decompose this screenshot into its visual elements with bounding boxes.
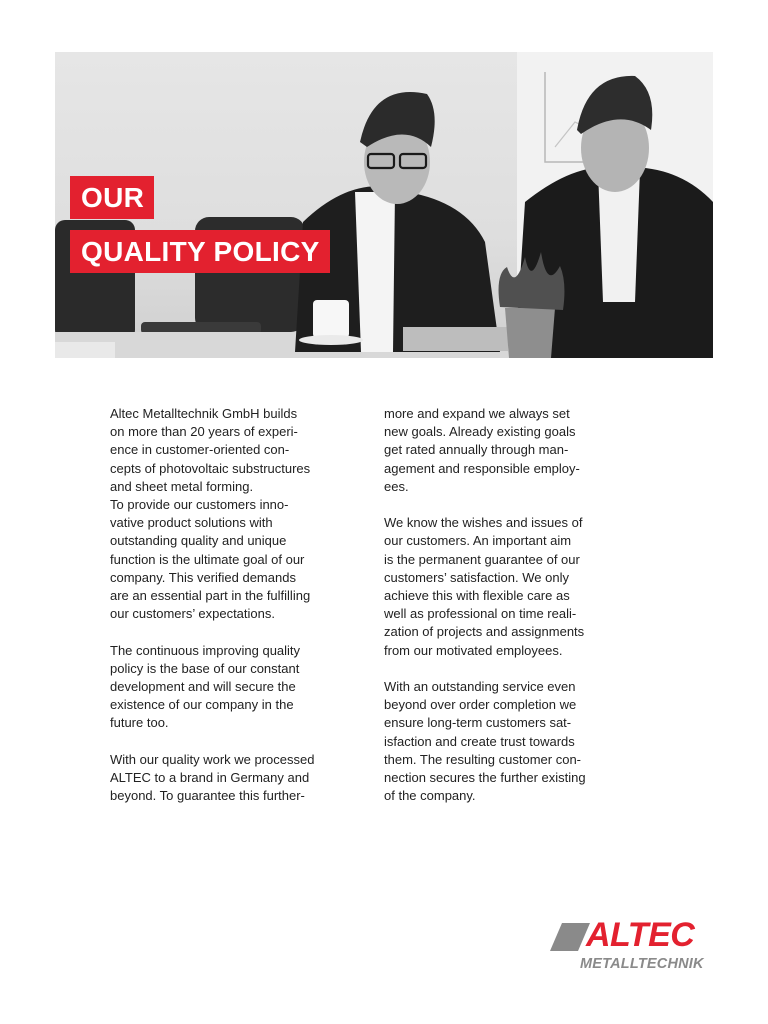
title-line-our: OUR [70,176,154,219]
paragraph: Altec Metalltechnik GmbH builds on more than 20 years of experi- ence in customer-oriented con- cepts of photovoltaic substructures and sheet metal forming. To provide our customers inno- vative product solutions with outstanding quality and unique function is the ultimate goal of our company. This verified demands are an essential part in the fulfilling our customers’ expectations. [110,406,311,622]
logo-subtitle: METALLTECHNIK [580,956,704,972]
logo-wordmark: ALTEC [586,916,695,954]
paragraph: The continuous improving quality policy is the base of our constant development and will secure the existence of our company in the future too. [110,642,301,731]
title-line-quality-policy: QUALITY POLICY [70,230,330,273]
altec-logo [548,916,714,976]
text-column-right [384,405,616,824]
paragraph: more and expand we always set new goals. Already existing goals get rated annually through man- agement and responsible employ- ees. [384,406,580,494]
text-column-left [110,405,342,824]
paragraph: With our quality work we processed ALTEC to a brand in Germany and beyond. To guarantee this further- [110,751,315,804]
paragraph: We know the wishes and issues of our customers. An important aim is the permanent guarantee of our customers’ satisfaction. We only achieve this with flexible care as well as professional on time reali- zation of projects and assignments from our motivated employees. [384,515,585,658]
paragraph: With an outstanding service even beyond over order completion we ensure long-term customers sat- isfaction and create trust towards them. The resulting customer con- nection secures the further existing of the company. [384,679,586,804]
